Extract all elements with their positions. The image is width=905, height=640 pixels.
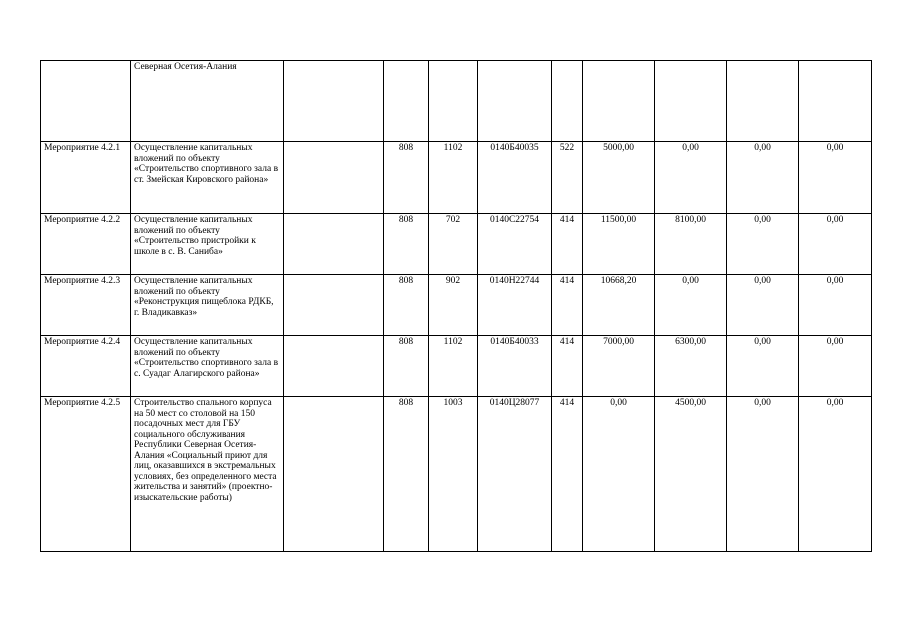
- amount-year-4-cell: [799, 61, 872, 142]
- executor-cell: [284, 142, 384, 214]
- table-row: [41, 214, 872, 275]
- table-row: [41, 275, 872, 336]
- grbs-code-cell: [384, 61, 429, 142]
- target-article-cell: 0140Н22744: [478, 275, 552, 336]
- amount-year-1-cell: 7000,00: [583, 336, 655, 397]
- expense-type-cell: 522: [552, 142, 583, 214]
- target-article-cell: 0140Б40033: [478, 336, 552, 397]
- event-id-cell: Мероприятие 4.2.5: [41, 397, 131, 552]
- amount-year-2-cell: 0,00: [655, 142, 727, 214]
- amount-year-1-cell: 11500,00: [583, 214, 655, 275]
- description-cell: Осуществление капитальных вложений по объекту «Строительство пристройки к школе в с. В. Саниба»: [131, 214, 284, 275]
- expense-type-cell: 414: [552, 214, 583, 275]
- amount-year-3-cell: 0,00: [727, 142, 799, 214]
- amount-year-2-cell: 6300,00: [655, 336, 727, 397]
- amount-year-3-cell: [727, 61, 799, 142]
- grbs-code-cell: 808: [384, 336, 429, 397]
- target-article-cell: [478, 61, 552, 142]
- event-id-cell: Мероприятие 4.2.1: [41, 142, 131, 214]
- amount-year-1-cell: 10668,20: [583, 275, 655, 336]
- description-cell: Осуществление капитальных вложений по объекту «Строительство спортивного зала в с. Суадаг Алагирского района»: [131, 336, 284, 397]
- section-code-cell: [429, 61, 478, 142]
- amount-year-2-cell: 8100,00: [655, 214, 727, 275]
- amount-year-4-cell: 0,00: [799, 214, 872, 275]
- table-row: [41, 336, 872, 397]
- table-row: [41, 397, 872, 552]
- grbs-code-cell: 808: [384, 214, 429, 275]
- executor-cell: [284, 214, 384, 275]
- executor-cell: [284, 275, 384, 336]
- event-id-cell: [41, 61, 131, 142]
- amount-year-2-cell: [655, 61, 727, 142]
- grbs-code-cell: 808: [384, 142, 429, 214]
- amount-year-1-cell: 0,00: [583, 397, 655, 552]
- expense-type-cell: 414: [552, 397, 583, 552]
- amount-year-1-cell: [583, 61, 655, 142]
- budget-table: [40, 60, 872, 552]
- event-id-cell: Мероприятие 4.2.2: [41, 214, 131, 275]
- expense-type-cell: 414: [552, 336, 583, 397]
- amount-year-3-cell: 0,00: [727, 275, 799, 336]
- table-row: [41, 142, 872, 214]
- description-cell: Осуществление капитальных вложений по объекту «Строительство спортивного зала в ст. Змейская Кировского района»: [131, 142, 284, 214]
- amount-year-3-cell: 0,00: [727, 336, 799, 397]
- amount-year-2-cell: 4500,00: [655, 397, 727, 552]
- amount-year-3-cell: 0,00: [727, 214, 799, 275]
- description-cell: Строительство спального корпуса на 50 мест со столовой на 150 посадочных мест для ГБУ социального обслуживания Республики Северная Осетия-Алания «Социальный приют для лиц, оказавшихся в экстремальных условиях, без определенного места жительства и занятий» (проектно-изыскательские работы): [131, 397, 284, 552]
- section-code-cell: 1003: [429, 397, 478, 552]
- section-code-cell: 1102: [429, 142, 478, 214]
- table-body: [41, 61, 872, 552]
- grbs-code-cell: 808: [384, 275, 429, 336]
- expense-type-cell: 414: [552, 275, 583, 336]
- amount-year-4-cell: 0,00: [799, 275, 872, 336]
- executor-cell: [284, 336, 384, 397]
- executor-cell: [284, 61, 384, 142]
- amount-year-3-cell: 0,00: [727, 397, 799, 552]
- target-article-cell: 0140С22754: [478, 214, 552, 275]
- event-id-cell: Мероприятие 4.2.3: [41, 275, 131, 336]
- table-row: [41, 61, 872, 142]
- section-code-cell: 1102: [429, 336, 478, 397]
- section-code-cell: 702: [429, 214, 478, 275]
- event-id-cell: Мероприятие 4.2.4: [41, 336, 131, 397]
- description-cell: Осуществление капитальных вложений по объекту «Реконструкция пищеблока РДКБ, г. Владикавказ»: [131, 275, 284, 336]
- amount-year-1-cell: 5000,00: [583, 142, 655, 214]
- amount-year-4-cell: 0,00: [799, 142, 872, 214]
- expense-type-cell: [552, 61, 583, 142]
- grbs-code-cell: 808: [384, 397, 429, 552]
- executor-cell: [284, 397, 384, 552]
- target-article-cell: 0140Ц28077: [478, 397, 552, 552]
- amount-year-2-cell: 0,00: [655, 275, 727, 336]
- section-code-cell: 902: [429, 275, 478, 336]
- target-article-cell: 0140Б40035: [478, 142, 552, 214]
- description-cell: Северная Осетия-Алания: [131, 61, 284, 142]
- amount-year-4-cell: 0,00: [799, 336, 872, 397]
- amount-year-4-cell: 0,00: [799, 397, 872, 552]
